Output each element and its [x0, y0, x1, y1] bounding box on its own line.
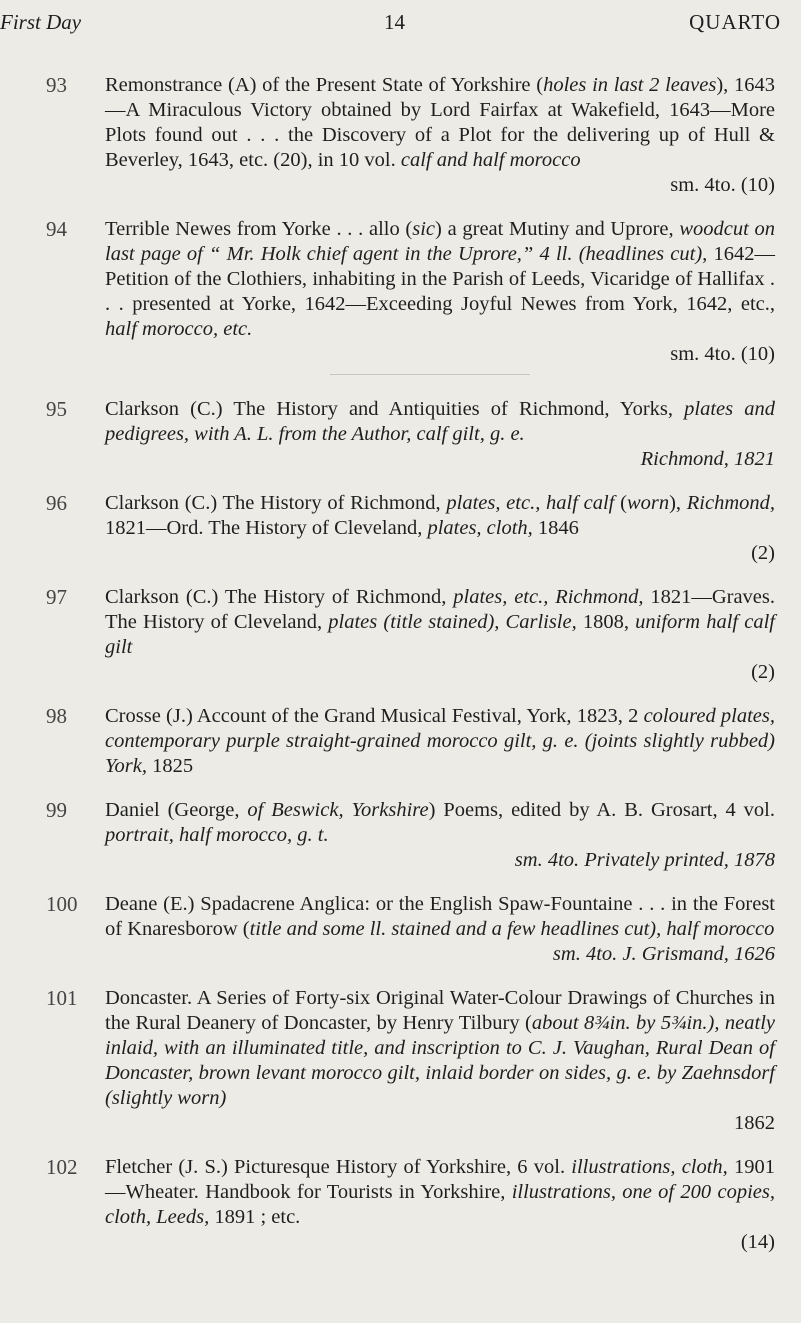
lot-entry: [0, 491, 801, 566]
lot-number: 93: [46, 73, 67, 97]
lot-number: 100: [46, 892, 78, 916]
lot-description: Deane (E.) Spadacrene Anglica: or the English Spaw-Fountaine . . . in the Forest of Knaresborow (title and some ll. stained and a few headlines cut), half morocco sm. 4to. J. Grismand, 1626: [105, 893, 775, 965]
lot-number: 94: [46, 217, 67, 241]
lot-description: Clarkson (C.) The History and Antiquities of Richmond, Yorks, plates and pedigrees, with A. L. from the Author, calf gilt, g. e. Richmond, 1821: [105, 398, 775, 470]
page-header: [0, 0, 801, 44]
lot-description: Crosse (J.) Account of the Grand Musical Festival, York, 1823, 2 coloured plates, contemporary purple straight-grained morocco gilt, g. e. (joints slightly rubbed) York, 1825: [105, 705, 776, 777]
lot-number: 102: [46, 1155, 78, 1179]
lot-format-price: sm. 4to. (10): [670, 343, 775, 365]
lot-number: 101: [46, 986, 78, 1010]
lot-description: Clarkson (C.) The History of Richmond, plates, etc., half calf (worn), Richmond, 1821—Ord. The History of Cleveland, plates, cloth, 1846 (2): [105, 492, 776, 564]
lot-description: Doncaster. A Series of Forty-six Original Water-Colour Drawings of Churches in the Rural Deanery of Doncaster, by Henry Tilbury (about 8¾in. by 5¾in.), neatly inlaid, with an illuminated title, and inscription to C. J. Vaughan, Rural Dean of Doncaster, brown levant morocco gilt, inlaid border on sides, g. e. by Zaehnsdorf (slightly worn) 1862: [105, 987, 775, 1134]
day-heading: First Day: [0, 10, 82, 34]
lot-number: 95: [46, 397, 67, 421]
lot-format-price: sm. 4to. J. Grismand, 1626: [552, 943, 775, 965]
lot-entry: [0, 704, 801, 779]
lot-format-price: sm. 4to. Privately printed, 1878: [514, 849, 775, 871]
lot-description: Clarkson (C.) The History of Richmond, plates, etc., Richmond, 1821—Graves. The History of Cleveland, plates (title stained), Carlisle, 1808, uniform half calf gilt (2): [105, 586, 775, 683]
lot-description: Terrible Newes from Yorke . . . allo (sic) a great Mutiny and Uprore, woodcut on last page of “ Mr. Holk chief agent in the Uprore,” 4 ll. (headlines cut), 1642—Petition of the Clothiers, inhabiting in the Parish of Leeds, Vicaridge of Hallifax . . . presented at Yorke, 1642—Exceeding Joyful Newes from York, 1642, etc., half morocco, etc. sm. 4to. (10): [105, 218, 776, 365]
page-number: 14: [384, 10, 405, 34]
lot-entry: [0, 986, 801, 1136]
divider-rule: [330, 374, 530, 375]
lot-format-price: (2): [751, 661, 775, 683]
lot-format-price: Richmond, 1821: [640, 448, 775, 470]
lot-format-price: 1862: [734, 1112, 775, 1134]
lot-format-price: (14): [740, 1231, 775, 1253]
lot-number: 99: [46, 798, 67, 822]
lot-number: 97: [46, 585, 67, 609]
lot-entry: [0, 892, 801, 967]
lot-entry: [0, 73, 801, 198]
lot-number: 98: [46, 704, 67, 728]
lot-entry: [0, 585, 801, 685]
lot-number: 96: [46, 491, 67, 515]
lot-entry: [0, 397, 801, 472]
catalogue-entries: [0, 73, 801, 1274]
section-heading: QUARTO: [689, 10, 781, 34]
lot-entry: [0, 798, 801, 873]
lot-entry: [0, 1155, 801, 1255]
lot-description: Remonstrance (A) of the Present State of Yorkshire (holes in last 2 leaves), 1643—A Miraculous Victory obtained by Lord Fairfax at Wakefield, 1643—More Plots found out . . . the Discovery of a Plot for the delivering up of Hull & Beverley, 1643, etc. (20), in 10 vol. calf and half morocco sm. 4to. (10): [105, 74, 776, 196]
lot-format-price: (2): [751, 542, 775, 564]
lot-description: Daniel (George, of Beswick, Yorkshire) Poems, edited by A. B. Grosart, 4 vol. portrait, half morocco, g. t. sm. 4to. Privately printed, 1878: [105, 799, 775, 871]
lot-entry: [0, 217, 801, 367]
lot-description: Fletcher (J. S.) Picturesque History of Yorkshire, 6 vol. illustrations, cloth, 1901—Wheater. Handbook for Tourists in Yorkshire, illustrations, one of 200 copies, cloth, Leeds, 1891 ; etc. (14): [105, 1156, 776, 1253]
lot-format-price: sm. 4to. (10): [670, 174, 775, 196]
